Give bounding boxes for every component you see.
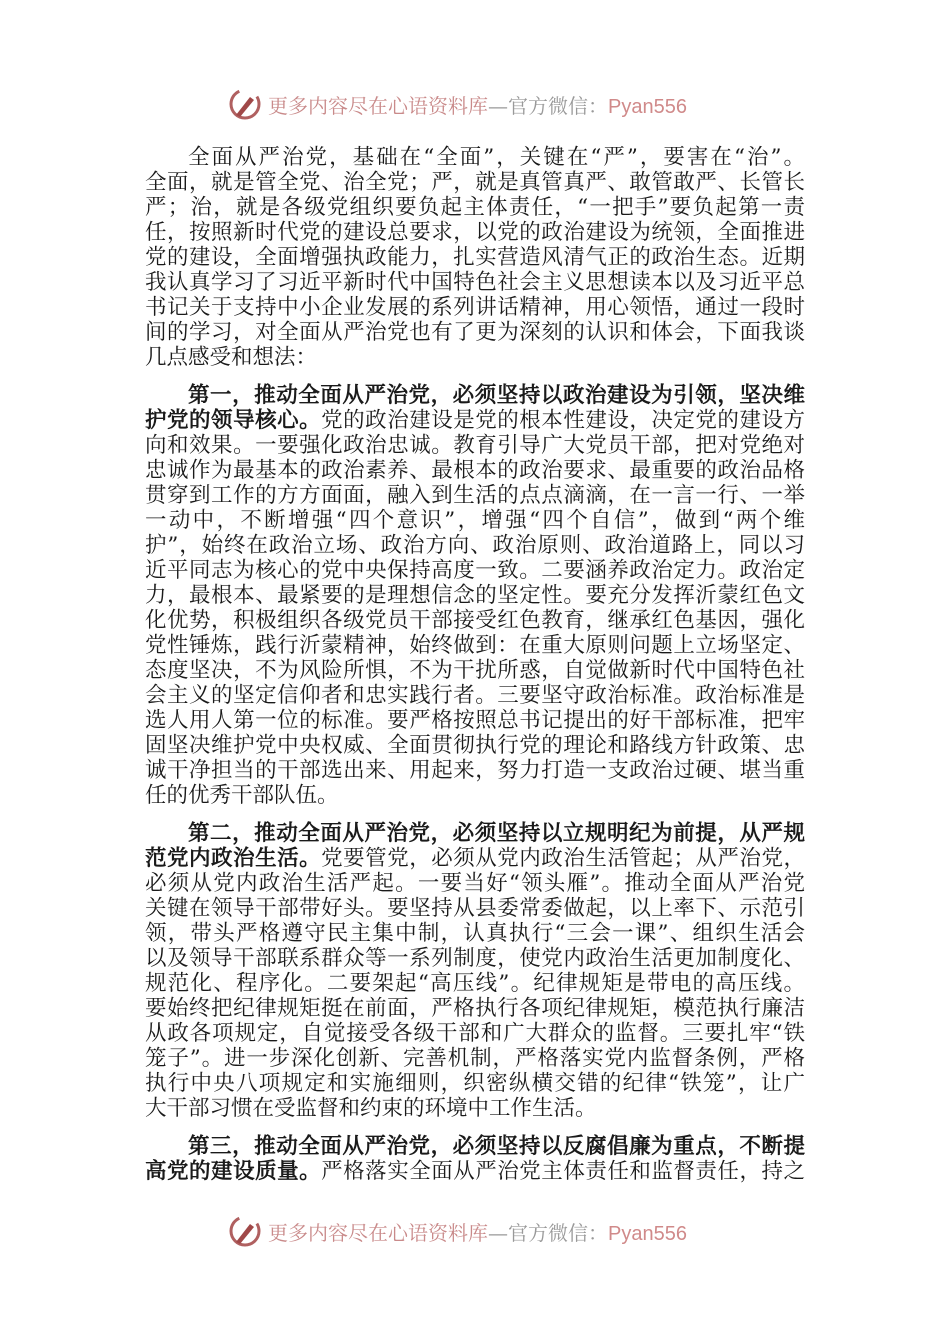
- watermark-site: 更多内容尽在心语资料库: [268, 1220, 488, 1245]
- text-line: [145, 821, 805, 846]
- body-text: 化优势，积极组织各级党员干部接受红色教育，继承红色基因，强化: [145, 608, 805, 633]
- body-text: 固坚决维护党中央权威、全面贯彻执行党的理论和路线方针政策、忠: [145, 733, 805, 758]
- text-line: [145, 345, 805, 370]
- body-text: 书记关于支持中小企业发展的系列讲话精神，用心领悟，通过一段时: [145, 295, 805, 320]
- text-line: [145, 408, 805, 433]
- text-line: [145, 483, 805, 508]
- text-line: [145, 220, 805, 245]
- body-text: 以及领导干部联系群众等一系列制度，使党内政治生活更加制度化、: [145, 946, 805, 971]
- body-text: 向和效果。一要强化政治忠诚。教育引导广大党员干部，把对党绝对: [145, 433, 805, 458]
- paragraph: [145, 383, 805, 808]
- text-line: [145, 996, 805, 1021]
- text-line: [145, 1071, 805, 1096]
- text-line: [145, 683, 805, 708]
- header-watermark: [228, 84, 728, 124]
- text-line: [145, 783, 805, 808]
- paragraph: [145, 821, 805, 1121]
- body-text: 全面，就是管全党、治全党；严，就是真管真严、敢管敢严、长管长: [145, 170, 805, 195]
- paragraph: [145, 1134, 805, 1184]
- body-text: 几点感受和想法：: [145, 345, 318, 370]
- text-line: [145, 896, 805, 921]
- text-line: [145, 846, 805, 871]
- watermark-dash: —: [488, 1220, 508, 1245]
- watermark-id: Pyan556: [608, 95, 687, 118]
- body-text: 诚干净担当的干部选出来、用起来，努力打造一支政治过硬、堪当重: [145, 758, 805, 783]
- text-line: [145, 708, 805, 733]
- text-line: [145, 583, 805, 608]
- body-text: 关键在领导干部带好头。要坚持从县委常委做起，以上率下、示范引: [145, 896, 805, 921]
- body-text: 严；治，就是各级党组织要负起主体责任，“一把手”要负起第一责: [145, 195, 805, 220]
- text-line: [145, 921, 805, 946]
- text-line: [145, 1134, 805, 1159]
- body-text: 选人用人第一位的标准。要严格按照总书记提出的好干部标准，把牢: [145, 708, 805, 733]
- text-line: [145, 533, 805, 558]
- bold-heading-text: 护党的领导核心。: [145, 408, 322, 433]
- body-text: 党性锤炼，践行沂蒙精神，始终做到：在重大原则问题上立场坚定、: [145, 633, 805, 658]
- body-text: 要始终把纪律规矩挺在前面，严格执行各项纪律规矩，模范执行廉洁: [145, 996, 805, 1021]
- text-line: [145, 433, 805, 458]
- bold-heading-text: 第二，推动全面从严治党，必须坚持以立规明纪为前提，从严规: [188, 821, 805, 846]
- watermark-dash: —: [488, 93, 508, 118]
- text-line: [145, 633, 805, 658]
- bold-heading-text: 高党的建设质量。: [145, 1159, 322, 1184]
- body-text: 近平同志为核心的党中央保持高度一致。二要涵养政治定力。政治定: [145, 558, 805, 583]
- body-text: 规范化、程序化。二要架起“高压线”。纪律规矩是带电的高压线。: [145, 971, 805, 996]
- body-text: 党的建设，全面增强执政能力，扎实营造风清气正的政治生态。近期: [145, 245, 805, 270]
- body-text: 全面从严治党，基础在“全面”，关键在“严”，要害在“治”。: [188, 145, 805, 170]
- text-line: [145, 1046, 805, 1071]
- body-text: 间的学习，对全面从严治党也有了更为深刻的认识和体会，下面我谈: [145, 320, 805, 345]
- body-text: 态度坚决，不为风险所惧，不为干扰所惑，自觉做新时代中国特色社: [145, 658, 805, 683]
- body-text: 贯穿到工作的方方面面，融入到生活的点点滴滴，在一言一行、一举: [145, 483, 805, 508]
- watermark-id: Pyan556: [608, 1222, 687, 1245]
- body-text: 执行中央八项规定和实施细则，织密纵横交错的纪律“铁笼”，让广: [145, 1071, 805, 1096]
- body-text: 我认真学习了习近平新时代中国特色社会主义思想读本以及习近平总: [145, 270, 805, 295]
- text-line: [145, 871, 805, 896]
- body-text: 一动中，不断增强“四个意识”，增强“四个自信”，做到“两个维: [145, 508, 805, 533]
- text-line: [145, 383, 805, 408]
- text-line: [145, 508, 805, 533]
- watermark-site: 更多内容尽在心语资料库: [268, 93, 488, 118]
- body-text: 护”，始终在政治立场、政治方向、政治原则、政治道路上，同以习: [145, 533, 805, 558]
- body-text: 党的政治建设是党的根本性建设，决定党的建设方: [321, 408, 805, 433]
- text-line: [145, 1159, 805, 1184]
- watermark-label: 官方微信：: [508, 93, 608, 118]
- bold-heading-text: 范党内政治生活。: [145, 846, 322, 871]
- text-line: [145, 270, 805, 295]
- pen-logo-icon: [228, 87, 262, 121]
- text-line: [145, 145, 805, 170]
- text-line: [145, 245, 805, 270]
- text-line: [145, 1096, 805, 1121]
- text-line: [145, 971, 805, 996]
- body-text: 从政各项规定，自觉接受各级干部和广大群众的监督。三要扎牢“铁: [145, 1021, 805, 1046]
- body-text: 笼子”。进一步深化创新、完善机制，严格落实党内监督条例，严格: [145, 1046, 805, 1071]
- text-line: [145, 295, 805, 320]
- paragraph: [145, 145, 805, 370]
- text-line: [145, 733, 805, 758]
- body-text: 必须从党内政治生活严起。一要当好“领头雁”。推动全面从严治党: [145, 871, 805, 896]
- body-text: 大干部习惯在受监督和约束的环境中工作生活。: [145, 1096, 597, 1121]
- body-text: 任，按照新时代党的建设总要求，以党的政治建设为统领，全面推进: [145, 220, 805, 245]
- bold-heading-text: 第三，推动全面从严治党，必须坚持以反腐倡廉为重点，不断提: [188, 1134, 805, 1159]
- text-line: [145, 320, 805, 345]
- document-body: [145, 145, 805, 1197]
- text-line: [145, 608, 805, 633]
- body-text: 党要管党，必须从党内政治生活管起；从严治党，: [321, 846, 805, 871]
- body-text: 力，最根本、最紧要的是理想信念的坚定性。要充分发挥沂蒙红色文: [145, 583, 805, 608]
- body-text: 严格落实全面从严治党主体责任和监督责任，持之: [321, 1159, 805, 1184]
- body-text: 任的优秀干部队伍。: [145, 783, 339, 808]
- text-line: [145, 195, 805, 220]
- text-line: [145, 458, 805, 483]
- text-line: [145, 758, 805, 783]
- bold-heading-text: 第一，推动全面从严治党，必须坚持以政治建设为引领，坚决维: [188, 383, 805, 408]
- text-line: [145, 170, 805, 195]
- body-text: 领，带头严格遵守民主集中制，认真执行“三会一课”、组织生活会: [145, 921, 805, 946]
- watermark-label: 官方微信：: [508, 1220, 608, 1245]
- text-line: [145, 1021, 805, 1046]
- body-text: 忠诚作为最基本的政治素养、最根本的政治要求、最重要的政治品格: [145, 458, 805, 483]
- footer-watermark: [228, 1211, 728, 1251]
- body-text: 会主义的坚定信仰者和忠实践行者。三要坚守政治标准。政治标准是: [145, 683, 805, 708]
- text-line: [145, 658, 805, 683]
- text-line: [145, 946, 805, 971]
- text-line: [145, 558, 805, 583]
- pen-logo-icon: [228, 1214, 262, 1248]
